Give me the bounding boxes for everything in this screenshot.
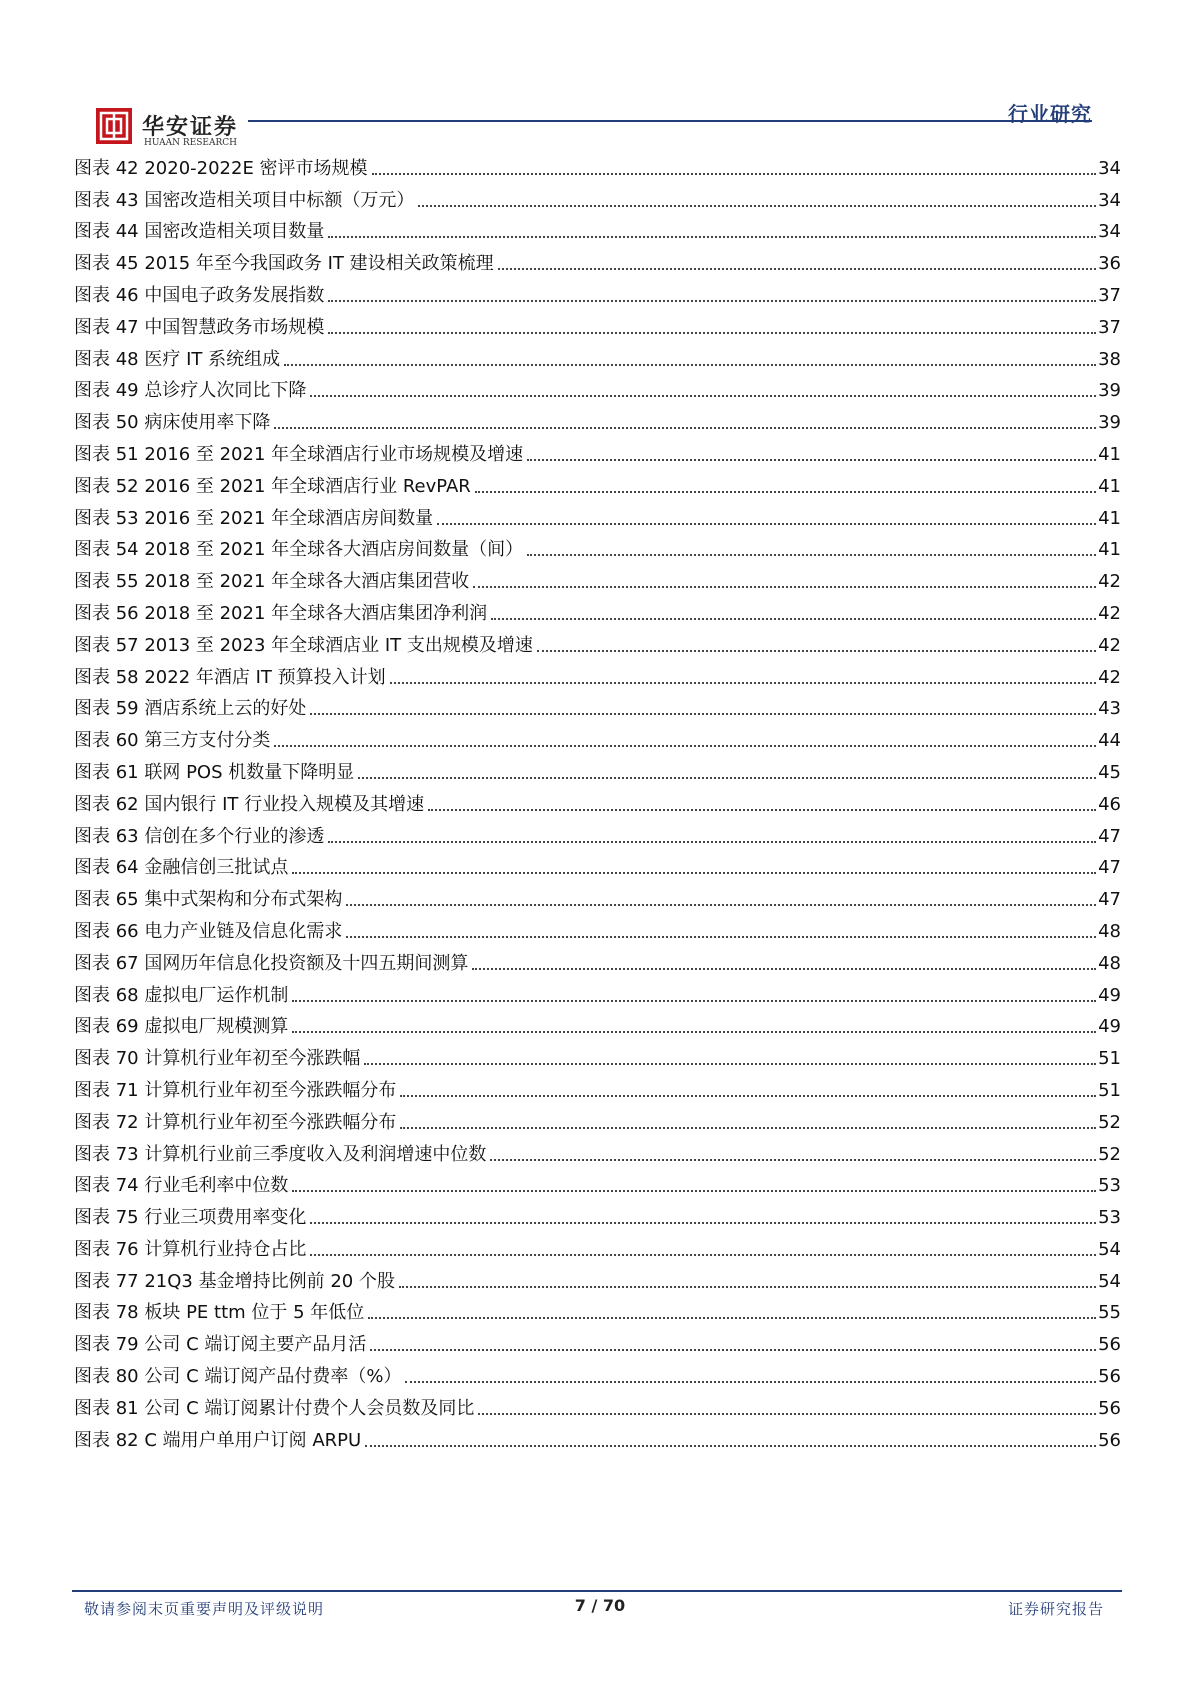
toc-entry[interactable]	[74, 371, 1121, 403]
toc-leader-dots	[346, 904, 1096, 906]
toc-entry-page: 43	[1098, 698, 1121, 720]
toc-entry-title: 图表 49 总诊疗人次同比下降	[74, 380, 307, 402]
toc-leader-dots	[358, 777, 1096, 779]
toc-entry[interactable]	[74, 275, 1121, 307]
toc-entry-page: 52	[1098, 1143, 1121, 1165]
toc-entry[interactable]	[74, 339, 1121, 371]
toc-entry-page: 56	[1098, 1334, 1121, 1356]
toc-entry-title: 图表 68 虚拟电厂运作机制	[74, 984, 289, 1006]
toc-entry-page: 39	[1098, 412, 1121, 434]
toc-entry[interactable]	[74, 1197, 1121, 1229]
toc-leader-dots	[328, 300, 1096, 302]
page-number: 7 / 70	[574, 1596, 626, 1615]
section-tag: 行业研究	[1008, 102, 1092, 126]
toc-leader-dots	[346, 936, 1096, 938]
toc-entry-page: 36	[1098, 253, 1121, 275]
toc-entry-page: 56	[1098, 1366, 1121, 1388]
toc-entry-page: 54	[1098, 1238, 1121, 1260]
toc-entry-page: 51	[1098, 1079, 1121, 1101]
footer-divider	[72, 1590, 1122, 1592]
toc-entry[interactable]	[74, 689, 1121, 721]
toc-entry-title: 图表 76 计算机行业持仓占比	[74, 1238, 307, 1260]
toc-leader-dots	[274, 427, 1096, 429]
toc-entry[interactable]	[74, 180, 1121, 212]
toc-entry-title: 图表 61 联网 POS 机数量下降明显	[74, 761, 355, 783]
toc-entry-page: 45	[1098, 761, 1121, 783]
toc-entry[interactable]	[74, 243, 1121, 275]
toc-leader-dots	[292, 1031, 1096, 1033]
toc-leader-dots	[527, 554, 1096, 556]
toc-entry-title: 图表 80 公司 C 端订阅产品付费率（%）	[74, 1366, 402, 1388]
toc-entry-page: 37	[1098, 284, 1121, 306]
toc-leader-dots	[310, 1222, 1096, 1224]
toc-entry[interactable]	[74, 816, 1121, 848]
toc-entry-title: 图表 45 2015 年至今我国政务 IT 建设相关政策梳理	[74, 253, 494, 275]
toc-entry-page: 39	[1098, 380, 1121, 402]
toc-entry[interactable]	[74, 212, 1121, 244]
toc-entry-page: 42	[1098, 602, 1121, 624]
toc-entry-page: 47	[1098, 825, 1121, 847]
toc-entry-page: 37	[1098, 316, 1121, 338]
toc-entry[interactable]	[74, 1166, 1121, 1198]
toc-entry-title: 图表 67 国网历年信息化投资额及十四五期间测算	[74, 952, 469, 974]
toc-entry-page: 53	[1098, 1175, 1121, 1197]
toc-leader-dots	[364, 1063, 1096, 1065]
toc-entry-title: 图表 59 酒店系统上云的好处	[74, 698, 307, 720]
toc-entry-title: 图表 70 计算机行业年初至今涨跌幅	[74, 1048, 361, 1070]
toc-leader-dots	[292, 1190, 1096, 1192]
header-divider	[248, 120, 1092, 122]
toc-leader-dots	[399, 1286, 1096, 1288]
toc-entry-title: 图表 78 板块 PE ttm 位于 5 年低位	[74, 1302, 365, 1324]
toc-leader-dots	[292, 1000, 1096, 1002]
toc-entry[interactable]	[74, 1420, 1121, 1452]
toc-leader-dots	[400, 1127, 1096, 1129]
toc-entry-page: 44	[1098, 730, 1121, 752]
toc-entry[interactable]	[74, 402, 1121, 434]
toc-entry-page: 54	[1098, 1270, 1121, 1292]
toc-entry-title: 图表 73 计算机行业前三季度收入及利润增速中位数	[74, 1143, 487, 1165]
toc-leader-dots	[328, 841, 1096, 843]
toc-entry-page: 47	[1098, 857, 1121, 879]
toc-entry-page: 38	[1098, 348, 1121, 370]
toc-leader-dots	[372, 173, 1097, 175]
toc-leader-dots	[400, 1095, 1096, 1097]
toc-leader-dots	[390, 682, 1096, 684]
toc-entry-page: 47	[1098, 889, 1121, 911]
toc-entry-page: 41	[1098, 475, 1121, 497]
toc-entry[interactable]	[74, 657, 1121, 689]
toc-leader-dots	[418, 205, 1096, 207]
toc-entry[interactable]	[74, 307, 1121, 339]
toc-entry[interactable]	[74, 975, 1121, 1007]
toc-entry-page: 53	[1098, 1207, 1121, 1229]
toc-leader-dots	[472, 968, 1096, 970]
toc-leader-dots	[370, 1349, 1096, 1351]
toc-entry-title: 图表 52 2016 至 2021 年全球酒店行业 RevPAR	[74, 475, 471, 497]
toc-entry[interactable]	[74, 498, 1121, 530]
toc-entry[interactable]	[74, 720, 1121, 752]
toc-entry-page: 34	[1098, 189, 1121, 211]
toc-entry[interactable]	[74, 1356, 1121, 1388]
toc-entry-title: 图表 65 集中式架构和分布式架构	[74, 889, 343, 911]
toc-leader-dots	[537, 650, 1096, 652]
toc-entry[interactable]	[74, 1229, 1121, 1261]
toc-entry[interactable]	[74, 784, 1121, 816]
toc-entry[interactable]	[74, 530, 1121, 562]
toc-entry[interactable]	[74, 848, 1121, 880]
toc-entry-title: 图表 72 计算机行业年初至今涨跌幅分布	[74, 1111, 397, 1133]
toc-leader-dots	[274, 745, 1096, 747]
toc-entry-title: 图表 51 2016 至 2021 年全球酒店行业市场规模及增速	[74, 443, 524, 465]
toc-leader-dots	[437, 523, 1096, 525]
toc-entry-title: 图表 69 虚拟电厂规模测算	[74, 1016, 289, 1038]
toc-entry-title: 图表 54 2018 至 2021 年全球各大酒店房间数量（间）	[74, 539, 524, 561]
huaan-logo-icon	[96, 108, 132, 144]
toc-entry-title: 图表 81 公司 C 端订阅累计付费个人会员数及同比	[74, 1397, 475, 1419]
toc-entry-page: 49	[1098, 984, 1121, 1006]
toc-entry-title: 图表 62 国内银行 IT 行业投入规模及其增速	[74, 793, 425, 815]
toc-entry-page: 48	[1098, 952, 1121, 974]
report-type: 证券研究报告	[1007, 1600, 1104, 1618]
toc-entry[interactable]	[74, 1134, 1121, 1166]
toc-entry-title: 图表 53 2016 至 2021 年全球酒店房间数量	[74, 507, 434, 529]
toc-leader-dots	[428, 809, 1096, 811]
toc-entry-page: 34	[1098, 221, 1121, 243]
toc-entry[interactable]	[74, 1038, 1121, 1070]
toc-entry[interactable]	[74, 943, 1121, 975]
toc-entry-title: 图表 46 中国电子政务发展指数	[74, 284, 325, 306]
toc-entry-page: 48	[1098, 920, 1121, 942]
toc-entry-title: 图表 66 电力产业链及信息化需求	[74, 920, 343, 942]
toc-entry-title: 图表 42 2020-2022E 密评市场规模	[74, 157, 368, 179]
toc-entry-title: 图表 64 金融信创三批试点	[74, 857, 289, 879]
toc-entry-title: 图表 56 2018 至 2021 年全球各大酒店集团净利润	[74, 602, 488, 624]
toc-leader-dots	[405, 1381, 1096, 1383]
toc-leader-dots	[368, 1317, 1096, 1319]
toc-entry-page: 42	[1098, 571, 1121, 593]
toc-entry-page: 52	[1098, 1111, 1121, 1133]
toc-entry-title: 图表 55 2018 至 2021 年全球各大酒店集团营收	[74, 571, 470, 593]
toc-entry-page: 55	[1098, 1302, 1121, 1324]
figure-list	[74, 148, 1121, 1452]
toc-entry[interactable]	[74, 879, 1121, 911]
toc-leader-dots	[284, 364, 1096, 366]
toc-entry-page: 42	[1098, 634, 1121, 656]
toc-entry-page: 46	[1098, 793, 1121, 815]
toc-entry-page: 51	[1098, 1048, 1121, 1070]
toc-leader-dots	[310, 1254, 1096, 1256]
toc-entry-title: 图表 44 国密改造相关项目数量	[74, 221, 325, 243]
toc-entry-title: 图表 47 中国智慧政务市场规模	[74, 316, 325, 338]
toc-entry[interactable]	[74, 1324, 1121, 1356]
toc-entry-page: 41	[1098, 539, 1121, 561]
toc-entry-title: 图表 43 国密改造相关项目中标额（万元）	[74, 189, 415, 211]
toc-entry[interactable]	[74, 593, 1121, 625]
toc-leader-dots	[365, 1445, 1096, 1447]
toc-leader-dots	[328, 332, 1096, 334]
toc-entry[interactable]	[74, 466, 1121, 498]
toc-entry-page: 56	[1098, 1429, 1121, 1451]
toc-entry-title: 图表 75 行业三项费用率变化	[74, 1207, 307, 1229]
toc-entry-page: 41	[1098, 443, 1121, 465]
toc-entry-title: 图表 79 公司 C 端订阅主要产品月活	[74, 1334, 367, 1356]
toc-entry[interactable]	[74, 1102, 1121, 1134]
toc-entry[interactable]	[74, 625, 1121, 657]
toc-entry-page: 49	[1098, 1016, 1121, 1038]
toc-entry-page: 56	[1098, 1397, 1121, 1419]
toc-entry[interactable]	[74, 434, 1121, 466]
toc-entry-title: 图表 60 第三方支付分类	[74, 730, 271, 752]
toc-entry[interactable]	[74, 561, 1121, 593]
toc-leader-dots	[478, 1413, 1096, 1415]
toc-entry-title: 图表 77 21Q3 基金增持比例前 20 个股	[74, 1270, 395, 1292]
page-header	[96, 104, 1092, 152]
footer-disclaimer: 敬请参阅末页重要声明及评级说明	[84, 1600, 325, 1618]
toc-leader-dots	[498, 268, 1096, 270]
toc-entry-title: 图表 71 计算机行业年初至今涨跌幅分布	[74, 1079, 397, 1101]
toc-leader-dots	[473, 586, 1096, 588]
logo-text: 华安证券	[142, 114, 239, 140]
logo-subtext: HUAAN RESEARCH	[144, 138, 237, 148]
toc-leader-dots	[310, 395, 1096, 397]
toc-entry-page: 41	[1098, 507, 1121, 529]
toc-entry[interactable]	[74, 911, 1121, 943]
toc-entry-title: 图表 58 2022 年酒店 IT 预算投入计划	[74, 666, 386, 688]
toc-entry[interactable]	[74, 1388, 1121, 1420]
toc-entry[interactable]	[74, 1070, 1121, 1102]
toc-leader-dots	[328, 236, 1096, 238]
toc-leader-dots	[475, 491, 1096, 493]
toc-entry[interactable]	[74, 148, 1121, 180]
toc-entry-page: 34	[1098, 157, 1121, 179]
toc-leader-dots	[310, 713, 1096, 715]
toc-entry[interactable]	[74, 752, 1121, 784]
toc-entry[interactable]	[74, 1261, 1121, 1293]
toc-entry-page: 42	[1098, 666, 1121, 688]
toc-leader-dots	[491, 618, 1096, 620]
toc-leader-dots	[292, 872, 1096, 874]
toc-leader-dots	[527, 459, 1096, 461]
toc-entry-title: 图表 74 行业毛利率中位数	[74, 1175, 289, 1197]
toc-entry[interactable]	[74, 1293, 1121, 1325]
toc-entry-title: 图表 63 信创在多个行业的渗透	[74, 825, 325, 847]
toc-entry-title: 图表 82 C 端用户单用户订阅 ARPU	[74, 1429, 362, 1451]
toc-entry[interactable]	[74, 1007, 1121, 1039]
toc-entry-title: 图表 48 医疗 IT 系统组成	[74, 348, 281, 370]
toc-entry-title: 图表 57 2013 至 2023 年全球酒店业 IT 支出规模及增速	[74, 634, 533, 656]
toc-leader-dots	[490, 1159, 1096, 1161]
toc-entry-title: 图表 50 病床使用率下降	[74, 412, 271, 434]
